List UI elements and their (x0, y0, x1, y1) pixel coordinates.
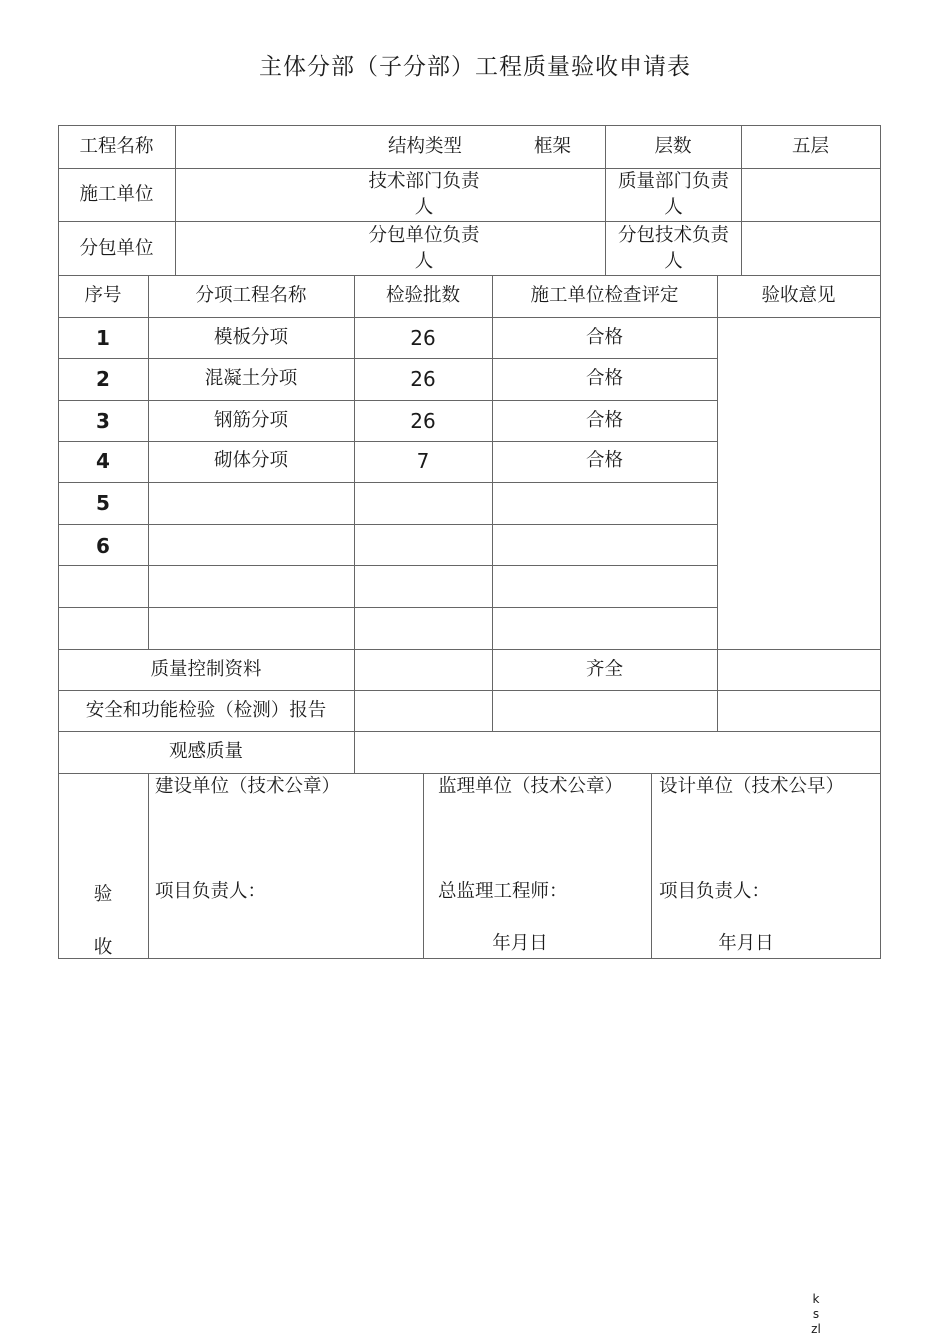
acceptance-side-label-2: 收 (93, 937, 113, 958)
row-number: 5 (96, 491, 110, 515)
supervision-date: 年月日 (492, 933, 548, 954)
row-divider (58, 565, 718, 566)
row-number: 2 (96, 367, 110, 391)
empty-row-cell[interactable] (58, 607, 148, 649)
evaluation-result: 合格 (585, 449, 623, 471)
floors-value: 五层 (791, 136, 829, 157)
page-title: 主体分部（子分部）工程质量验收申请表 (259, 54, 691, 80)
structure-type-label: 结构类型 (387, 136, 462, 157)
construction-unit-title: 建设单位（技术公章） (155, 776, 341, 797)
item-name: 钢筋分项 (213, 409, 288, 431)
design-unit-title: 设计单位（技术公早） (659, 776, 845, 797)
project-name-value[interactable] (176, 125, 356, 169)
footer-code (806, 1292, 826, 1337)
col-divider (423, 773, 424, 959)
batch-count: 26 (410, 325, 436, 350)
table-border-bottom (58, 958, 881, 959)
structure-type-value: 框架 (533, 136, 571, 157)
appearance-quality-value[interactable] (355, 731, 880, 773)
acceptance-opinion-value[interactable] (718, 317, 880, 649)
construction-unit-signer: 项目负责人： (155, 881, 267, 902)
column-header-no: 序号 (84, 285, 122, 306)
quality-control-label: 质量控制资料 (150, 658, 262, 680)
row-number: 4 (96, 448, 110, 473)
col-divider (148, 773, 149, 959)
construction-unit-label: 施工单位 (79, 184, 154, 205)
supervision-unit-signer: 总监理工程师： (438, 881, 568, 902)
batch-count[interactable] (354, 482, 492, 524)
table-border-right (880, 125, 881, 959)
batch-count: 7 (416, 448, 430, 473)
evaluation-result[interactable] (492, 482, 717, 524)
design-unit-signer: 项目负责人： (659, 881, 771, 902)
evaluation-result: 合格 (585, 368, 623, 389)
row-divider (58, 607, 718, 608)
row-number: 1 (96, 325, 110, 350)
tech-dept-head-label: 技术部门负责人 (368, 171, 480, 218)
evaluation-result: 合格 (585, 409, 623, 431)
design-date: 年月日 (718, 933, 774, 954)
supervision-unit-title: 监理单位（技术公章） (438, 776, 624, 797)
batch-count: 26 (410, 408, 436, 433)
item-name[interactable] (148, 524, 354, 565)
column-header-item-name: 分项工程名称 (195, 285, 307, 306)
row-number: 3 (96, 408, 110, 433)
appearance-quality-label: 观感质量 (168, 741, 243, 762)
item-name[interactable] (148, 482, 354, 524)
subcontract-unit-label: 分包单位 (79, 237, 154, 259)
safety-report-label: 安全和功能检验（检测）报告 (85, 699, 327, 721)
item-name: 混凝土分项 (204, 368, 298, 389)
acceptance-side-label-1: 验 (93, 884, 113, 905)
subcontract-tech-head-value[interactable] (742, 221, 880, 276)
column-header-batches: 检验批数 (385, 285, 460, 306)
row-number: 6 (96, 533, 110, 558)
subcontract-tech-head-label: 分包技术负责人 (617, 224, 729, 272)
footer-code-line: zl (811, 1322, 821, 1336)
column-header-acceptance-opinion: 验收意见 (761, 285, 836, 306)
empty-row-cell[interactable] (58, 565, 148, 607)
evaluation-result: 合格 (585, 326, 623, 348)
evaluation-result[interactable] (492, 524, 717, 565)
quality-dept-head-label: 质量部门负责人 (617, 171, 729, 218)
floors-label: 层数 (654, 136, 692, 157)
col-divider (651, 773, 652, 959)
batch-count[interactable] (354, 524, 492, 565)
quality-control-value: 齐全 (585, 658, 623, 680)
item-name: 模板分项 (213, 326, 288, 348)
item-name: 砌体分项 (213, 449, 288, 471)
quality-dept-head-value[interactable] (742, 168, 880, 222)
footer-code-line: s (812, 1307, 820, 1321)
batch-count: 26 (410, 367, 436, 391)
column-header-evaluation: 施工单位检查评定 (530, 285, 679, 306)
subcontract-head-label: 分包单位负责人 (368, 224, 480, 272)
footer-code-line: k (812, 1292, 820, 1306)
project-name-label: 工程名称 (79, 136, 154, 157)
